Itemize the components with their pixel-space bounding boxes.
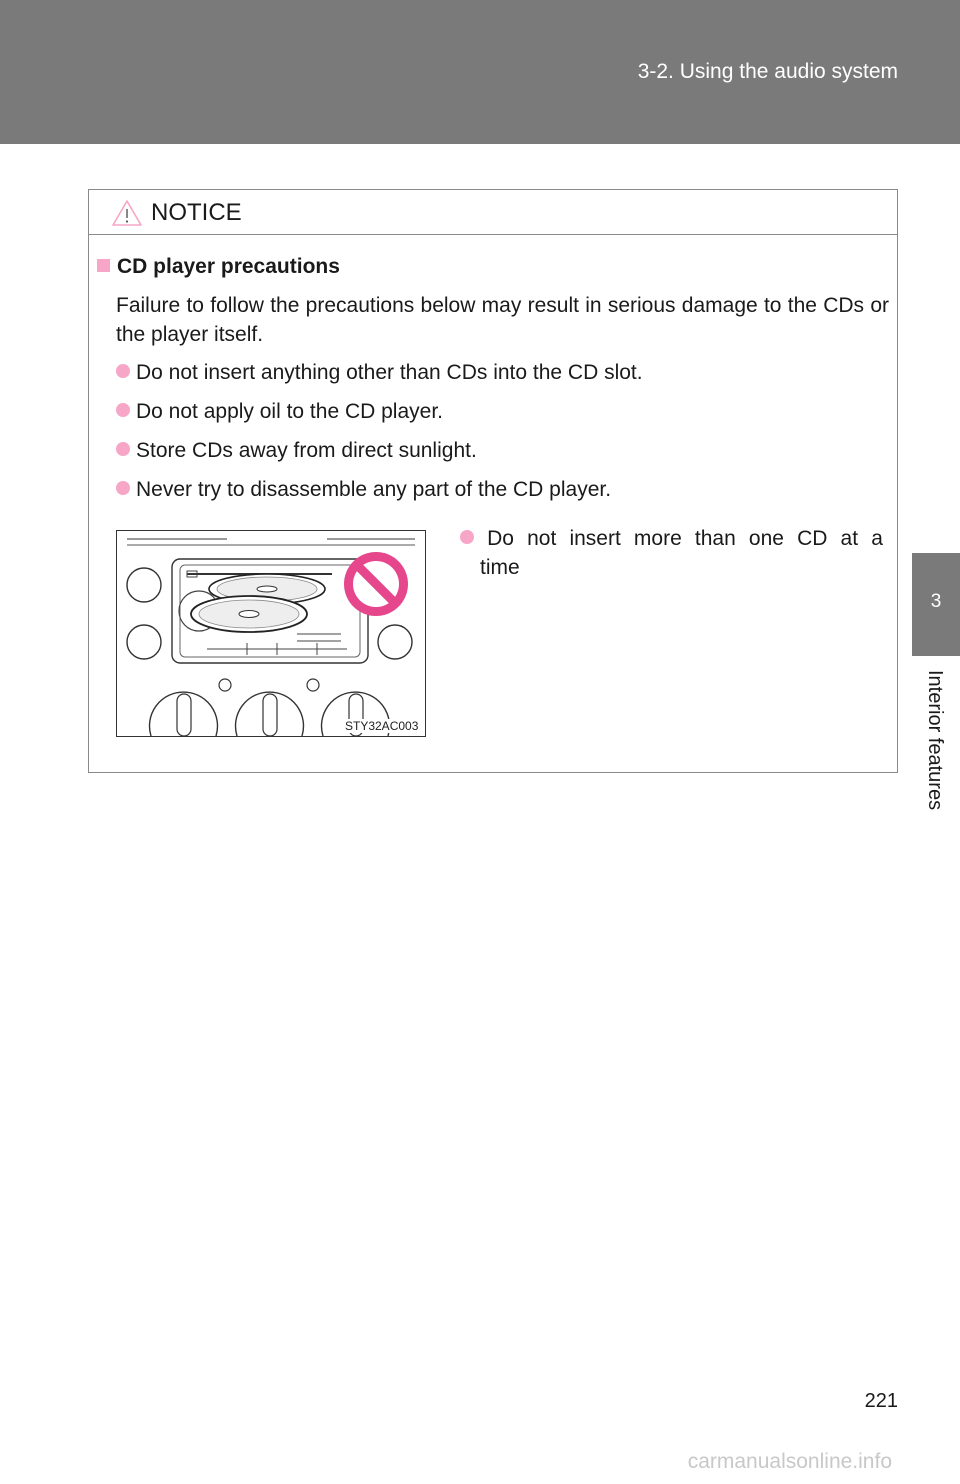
bullet-dot-icon: [116, 442, 130, 456]
section-heading: [97, 255, 340, 279]
warning-triangle-icon: [111, 199, 143, 227]
list-item-text: Do not apply oil to the CD player.: [136, 400, 444, 423]
list-item: [116, 436, 477, 465]
section-title: 3-2. Using the audio system: [637, 60, 898, 83]
bullet-dot-icon: [116, 364, 130, 378]
square-bullet-icon: [97, 259, 110, 272]
page-number: 221: [864, 1390, 898, 1412]
chapter-tab: [912, 553, 960, 656]
watermark: carmanualsonline.info: [687, 1450, 892, 1473]
figure-bullet-continuation: time: [480, 556, 520, 579]
chapter-title: Interior features: [924, 670, 946, 811]
chapter-number: 3: [930, 591, 942, 612]
bullet-dot-icon: [116, 403, 130, 417]
section-heading-text: CD player precautions: [117, 255, 340, 278]
intro-paragraph: Failure to follow the precautions below may result in serious damage to the CDs or the player itself.: [116, 294, 889, 346]
figure-code: STY32AC003: [345, 719, 419, 733]
cd-player-illustration: [116, 530, 426, 737]
chapter-label: [912, 656, 960, 956]
notice-title: NOTICE: [151, 199, 242, 226]
page-header: [0, 0, 960, 144]
list-item-text: Do not insert anything other than CDs into the CD slot.: [136, 361, 643, 384]
list-item-text: Never try to disassemble any part of the CD player.: [136, 478, 612, 501]
bullet-dot-icon: [460, 524, 474, 553]
notice-box: [88, 189, 898, 773]
notice-header: [89, 190, 897, 235]
bullet-dot-icon: [116, 481, 130, 495]
list-item: [116, 397, 443, 426]
list-item: [116, 475, 611, 504]
list-item: [116, 358, 643, 387]
list-item-text: Store CDs away from direct sunlight.: [136, 439, 477, 462]
cd-player-drawing: [117, 531, 425, 736]
figure-bullet: Do not insert more than one CD at a time: [460, 524, 883, 582]
